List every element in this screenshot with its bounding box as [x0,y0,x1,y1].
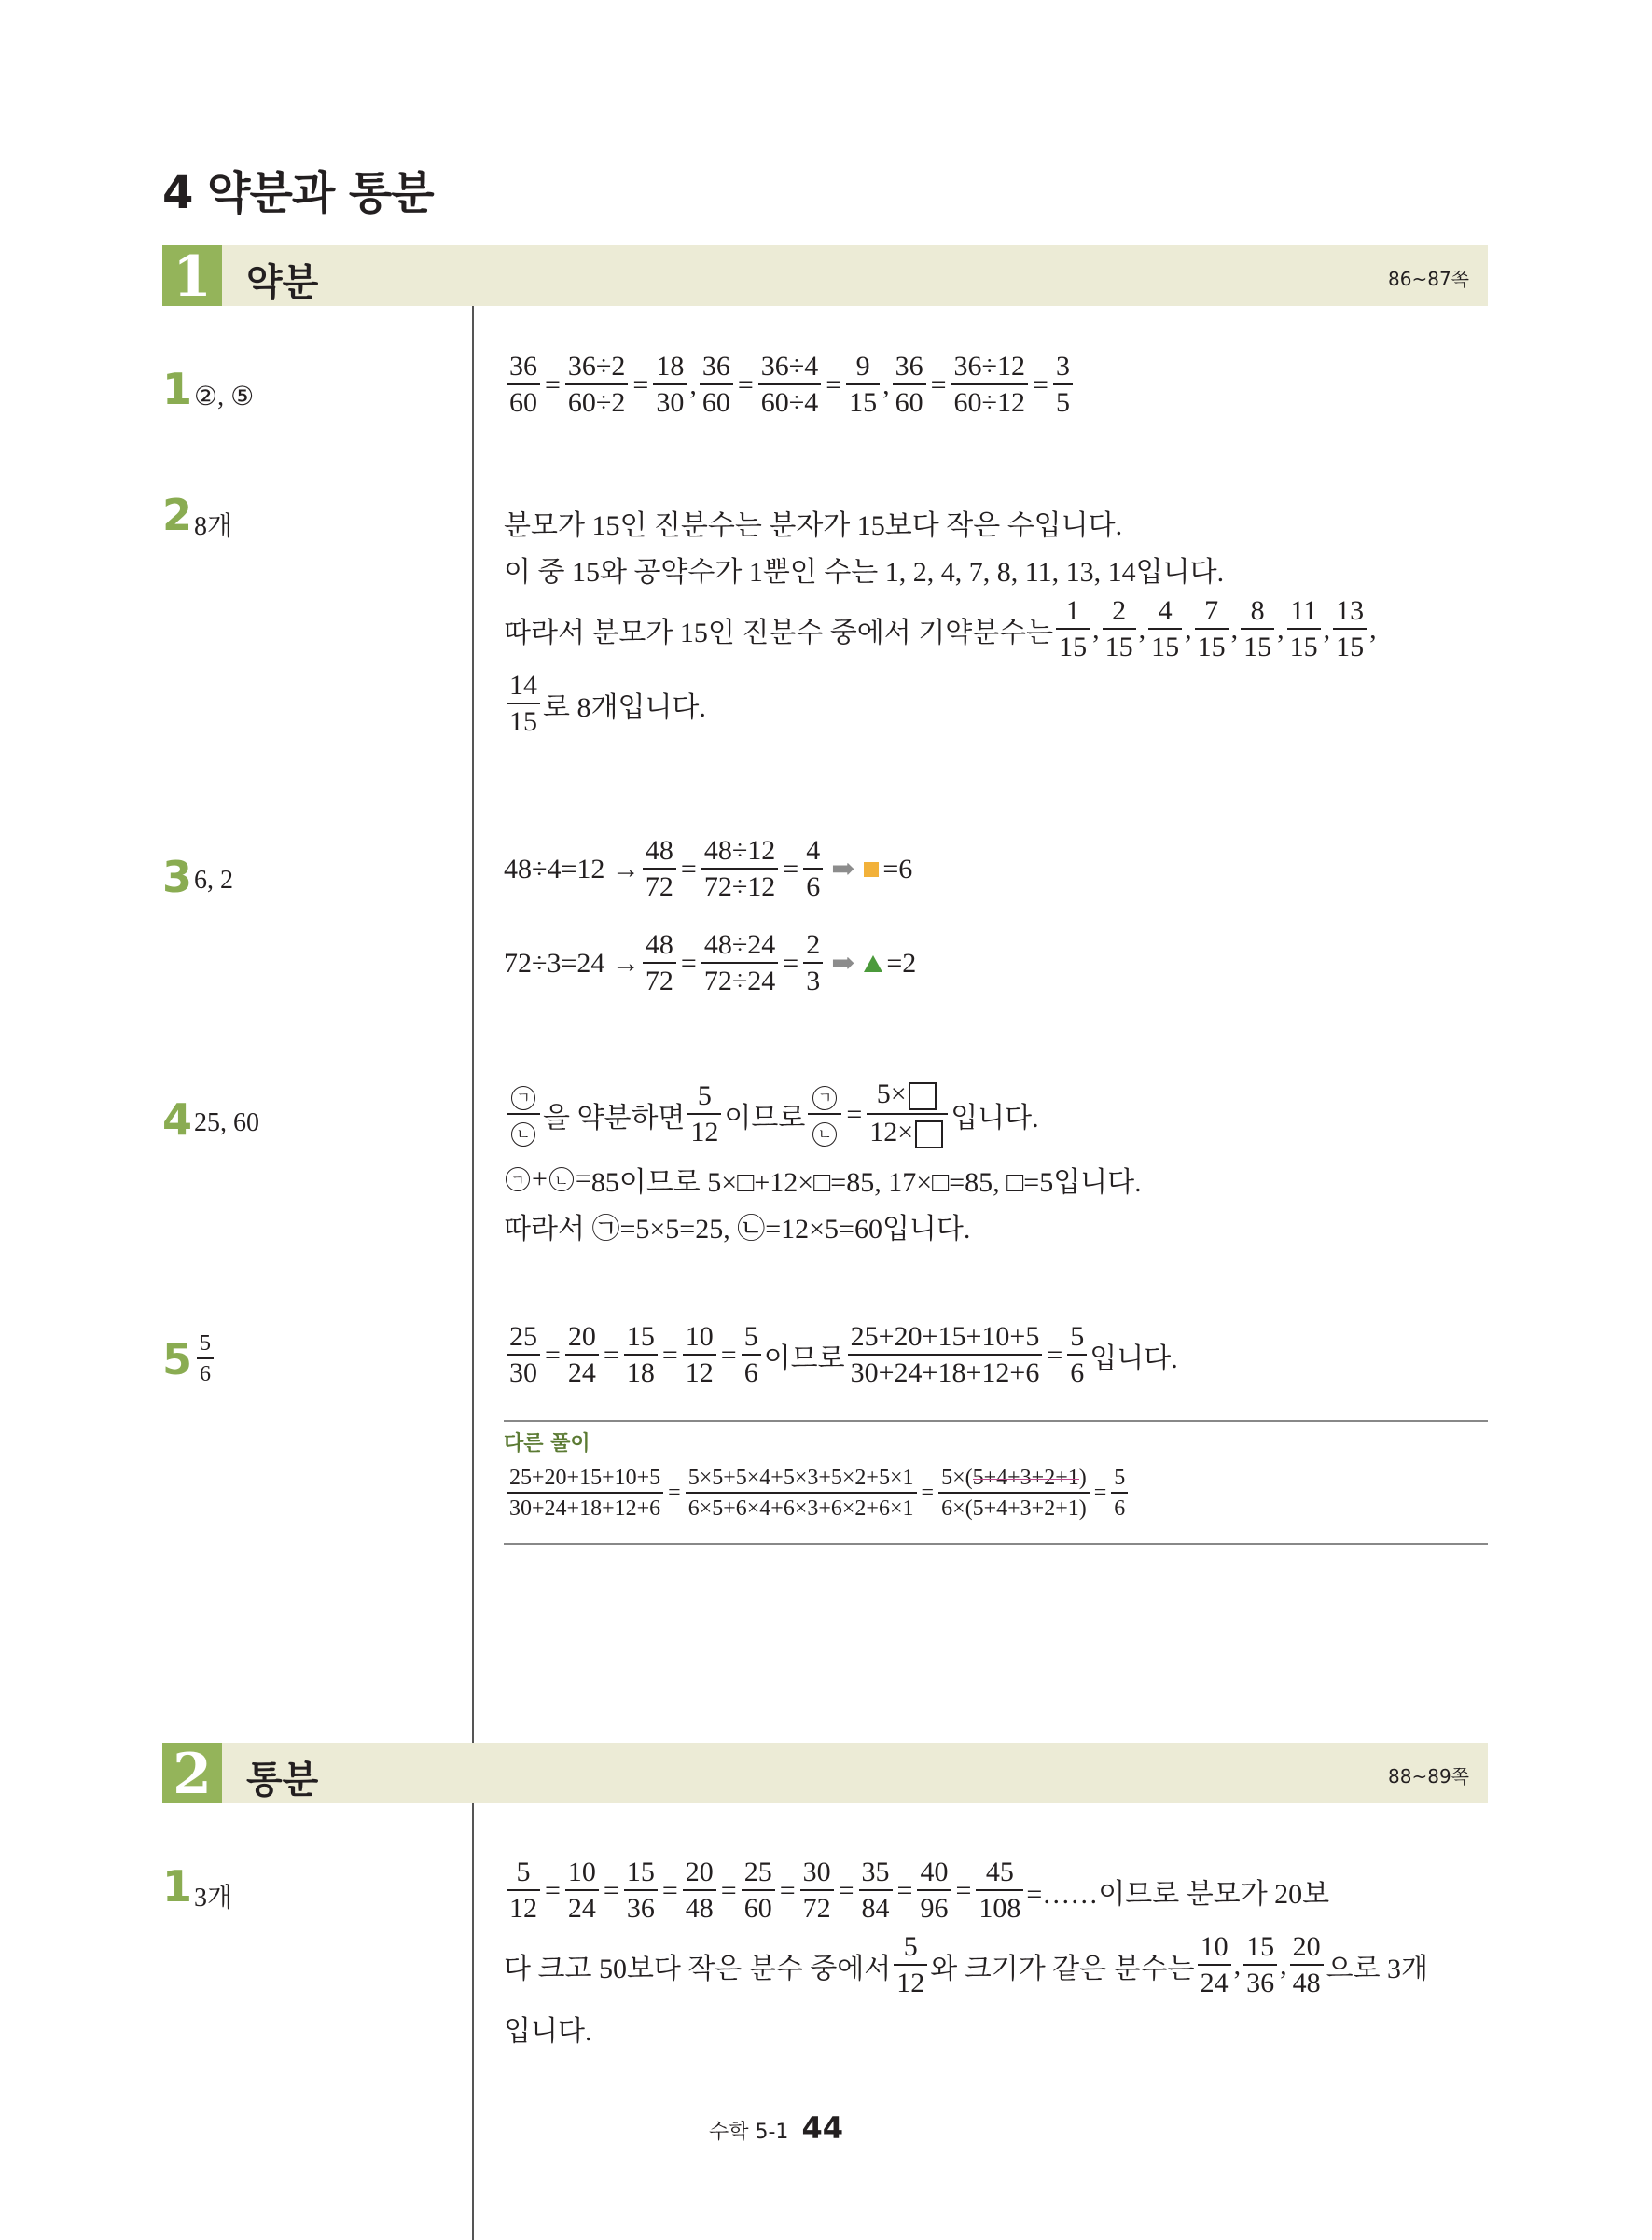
solution-text: 으로 3개 [1326,1953,1429,1984]
problem-answer: 25, 60 [194,1108,259,1137]
solution-text: 이므로 [724,1102,806,1134]
solution-line: $\frac{\text{ㄱ}}{\text{ㄴ}}$ 을 약분하면 $\frac{5}{12}$ 이므로 $\frac{\text{ㄱ}}{\text{ㄴ}}$ = $\frac{5\times}{12\times}$ 입니다. [504,1080,1039,1148]
page-number: 44 [801,2110,843,2146]
alt-label: 다른 풀이 [504,1432,590,1455]
solution-line: 다 크고 50보다 작은 분수 중에서 $\frac{5}{12}$ 와 크기가 같은 분수는 $\frac{10}{24}$ , $\frac{15}{36}$ , $\frac{20}{48}$ 으로 3개 [504,1931,1429,1998]
chapter-title: 4 약분과 통분 [162,167,434,219]
triangle-icon [864,955,882,972]
section-number: 1 [162,245,222,306]
problem-answer: 8개 [194,512,233,541]
solution-text: 입니다. [504,2016,592,2047]
problem-number: 5 [162,1334,193,1384]
section-pages: 86~87쪽 [1388,268,1469,290]
solution-text: 따라서 ㉠=5×5=25, ㉡=12×5=60입니다. [504,1214,971,1245]
solution-line: $\frac{36}{60}$ = $\frac{36\div 2}{60\div 2}$ = $\frac{18}{30}$ , $\frac{36}{60}$ = $\frac{36\div 4}{60\div 4}$ = $\frac{9}{15}$ , $\frac{36}{60}$ = $\frac{36\div 12}{60\div 12}$ = $\frac{3}{5}$ [504,353,1076,417]
solution-text: 다 크고 50보다 작은 분수 중에서 [504,1953,892,1984]
section-number: 2 [162,1743,222,1803]
solution-text: 72÷3=24 → [504,947,640,979]
square-icon [864,862,879,877]
solution-text: 입니다. [951,1102,1039,1134]
problem-number: 4 [162,1094,193,1145]
solution-text: 와 크기가 같은 분수는 [930,1953,1195,1984]
page-footer [709,2110,843,2146]
book-title: 수학 5-1 [709,2121,789,2144]
column-divider [472,1802,474,2240]
section-pages: 88~89쪽 [1388,1765,1469,1788]
solution-text: 이므로 [763,1343,845,1374]
section-title: 약분 [246,261,319,304]
problem-number: 1 [162,364,193,414]
solution-text: 이 중 15와 공약수가 1뿐인 수는 1, 2, 4, 7, 8, 11, 13, 14입니다. [504,557,1225,588]
problem-answer: $\frac{5}{6}$ [194,1332,216,1385]
solution-text: 48÷4=12 → [504,853,640,884]
solution-line: 72÷3=24 → $\frac{48}{72}$ = $\frac{48\div 24}{72\div 24}$ = $\frac{2}{3}$ ➡ =2 [504,929,917,996]
result-text: =2 [886,947,917,979]
problem-number: 3 [162,852,193,902]
problem-number: 2 [162,490,193,540]
solution-line: $\frac{5}{12}$ = $\frac{10}{24}$ = $\frac{15}{36}$ = $\frac{20}{48}$ = $\frac{25}{60}$ = $\frac{30}{72}$ = $\frac{35}{84}$ = $\frac{40}{96}$ = $\frac{45}{108}$ =……이므로 분모가 20보 [504,1858,1329,1923]
result-text: =6 [882,853,913,884]
solution-text: 분모가 15인 진분수는 분자가 15보다 작은 수입니다. [504,510,1123,541]
section-header-common-denominator [162,1742,1488,1807]
problem-answer: 3개 [194,1884,233,1913]
solution-line: $\frac{25}{30}$ = $\frac{20}{24}$ = $\frac{15}{18}$ = $\frac{10}{12}$ = $\frac{5}{6}$ 이므로 $\frac{25+20+15+10+5}{30+24+18+12+6}$ = $\frac{5}{6}$ 입니다. [504,1323,1178,1387]
solution-line: $\frac{14}{15}$ 로 8개입니다. [504,672,706,736]
section-title: 통분 [246,1759,319,1802]
solution-line: 48÷4=12 → $\frac{48}{72}$ = $\frac{48\div 12}{72\div 12}$ = $\frac{4}{6}$ ➡ =6 [504,835,913,902]
problem-answer: 6, 2 [194,866,233,895]
problem-answer: ②, ⑤ [194,383,255,411]
alt-solution-line: $\frac{25+20+15+10+5}{30+24+18+12+6}$ = $\frac{5\times 5+5\times 4+5\times 3+5\times 2+5\times 1}{6\times 5+6\times 4+6\times 3+6\times 2+6\times 1}$ = $\frac{5\times(5+4+3+2+1)}{6\times(5+4+3+2+1)}$ = $\frac{5}{6}$ [504,1467,1131,1520]
column-divider [472,306,474,1743]
alternative-solution-box [504,1420,1488,1545]
solution-text: 로 8개입니다. [543,691,706,723]
solution-line: 따라서 분모가 15인 진분수 중에서 기약분수는 $\frac{1}{15}$ , $\frac{2}{15}$ , $\frac{4}{15}$ , $\frac{7}{15}$ , $\frac{8}{15}$ , $\frac{11}{15}$ , $\frac{13}{15}$ , [504,595,1377,662]
solution-text: 85이므로 5×□+12×□=85, 17×□=85, □=5입니다. [590,1167,1142,1198]
solution-text: =……이므로 분모가 20보 [1026,1878,1330,1910]
section-header-reduction [162,244,1488,310]
arrow-icon: ➡ [831,948,855,979]
arrow-icon: ➡ [831,854,855,884]
solution-text: 따라서 분모가 15인 진분수 중에서 기약분수는 [504,617,1054,648]
solution-text: 을 약분하면 [543,1102,686,1134]
solution-line: ㄱ + ㄴ = 85이므로 5×□+12×□=85, 17×□=85, □=5입니다. [504,1159,1142,1200]
solution-text: 입니다. [1090,1343,1178,1374]
problem-number: 1 [162,1861,193,1912]
